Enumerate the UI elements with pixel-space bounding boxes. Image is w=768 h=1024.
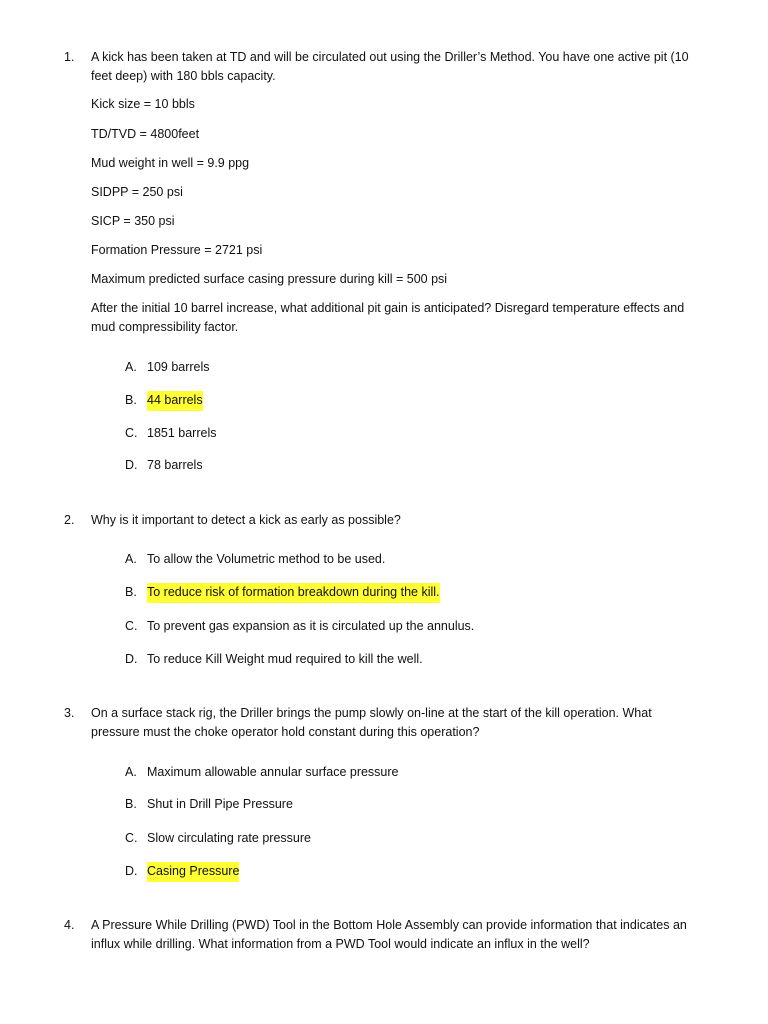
question-3-stem-line-1: On a surface stack rig, the Driller brings the pump slowly on-line at the start of the kill operation. What [91, 706, 652, 720]
question-3-number: 3. [64, 706, 75, 720]
question-2-option-b-letter: B. [125, 585, 137, 599]
question-2-option-d-letter: D. [125, 652, 138, 666]
question-3-stem-line-2: pressure must the choke operator hold constant during this operation? [91, 725, 480, 739]
question-1-number: 1. [64, 50, 75, 64]
question-4-number: 4. [64, 918, 75, 932]
question-1-text-line-2: mud compressibility factor. [91, 320, 239, 334]
question-1-given-td-tvd: TD/TVD = 4800feet [91, 127, 200, 141]
question-4-stem-line-1: A Pressure While Drilling (PWD) Tool in the Bottom Hole Assembly can provide information that indicates an [91, 918, 687, 932]
question-1-given-mud-weight: Mud weight in well = 9.9 ppg [91, 156, 250, 170]
question-3-option-a-text: Maximum allowable annular surface pressure [147, 765, 399, 779]
question-3-option-a-letter: A. [125, 765, 137, 779]
question-1-option-a-letter: A. [125, 360, 137, 374]
question-3-option-c-letter: C. [125, 831, 138, 845]
question-2-option-d-text: To reduce Kill Weight mud required to kill the well. [147, 652, 423, 666]
question-1-stem-line-1: A kick has been taken at TD and will be circulated out using the Driller’s Method. You have one active pit (10 [91, 50, 689, 64]
question-1-option-b-text-highlighted: 44 barrels [147, 391, 203, 411]
question-1-given-sicp: SICP = 350 psi [91, 214, 175, 228]
question-2-option-c-letter: C. [125, 619, 138, 633]
question-2-option-c-text: To prevent gas expansion as it is circulated up the annulus. [147, 619, 475, 633]
question-1-option-b-letter: B. [125, 393, 137, 407]
question-2-number: 2. [64, 513, 75, 527]
question-2-stem: Why is it important to detect a kick as early as possible? [91, 513, 401, 527]
question-3-option-b-letter: B. [125, 797, 137, 811]
question-1-given-sidpp: SIDPP = 250 psi [91, 185, 183, 199]
question-1-option-d-text: 78 barrels [147, 458, 203, 472]
question-1-text-line-1: After the initial 10 barrel increase, what additional pit gain is anticipated? Disregard temperature effects and [91, 301, 685, 315]
question-1-given-max-casing-pressure: Maximum predicted surface casing pressure during kill = 500 psi [91, 272, 448, 286]
question-3-option-d-letter: D. [125, 864, 138, 878]
question-1-option-a-text: 109 barrels [147, 360, 210, 374]
question-1-option-c-text: 1851 barrels [147, 426, 217, 440]
question-1-given-kick-size: Kick size = 10 bbls [91, 97, 195, 111]
question-3-option-b-text: Shut in Drill Pipe Pressure [147, 797, 293, 811]
question-1-option-c-letter: C. [125, 426, 138, 440]
question-2-option-a-letter: A. [125, 552, 137, 566]
question-3-option-d-text-highlighted: Casing Pressure [147, 862, 239, 882]
question-2-option-a-text: To allow the Volumetric method to be used. [147, 552, 386, 566]
question-4-stem-line-2: influx while drilling. What information from a PWD Tool would indicate an influx in the well? [91, 937, 590, 951]
question-3-option-c-text: Slow circulating rate pressure [147, 831, 311, 845]
question-1-given-formation-pressure: Formation Pressure = 2721 psi [91, 243, 263, 257]
question-2-option-b-text-highlighted: To reduce risk of formation breakdown during the kill. [147, 583, 440, 603]
question-1-option-d-letter: D. [125, 458, 138, 472]
question-1-stem-line-2: feet deep) with 180 bbls capacity. [91, 69, 276, 83]
